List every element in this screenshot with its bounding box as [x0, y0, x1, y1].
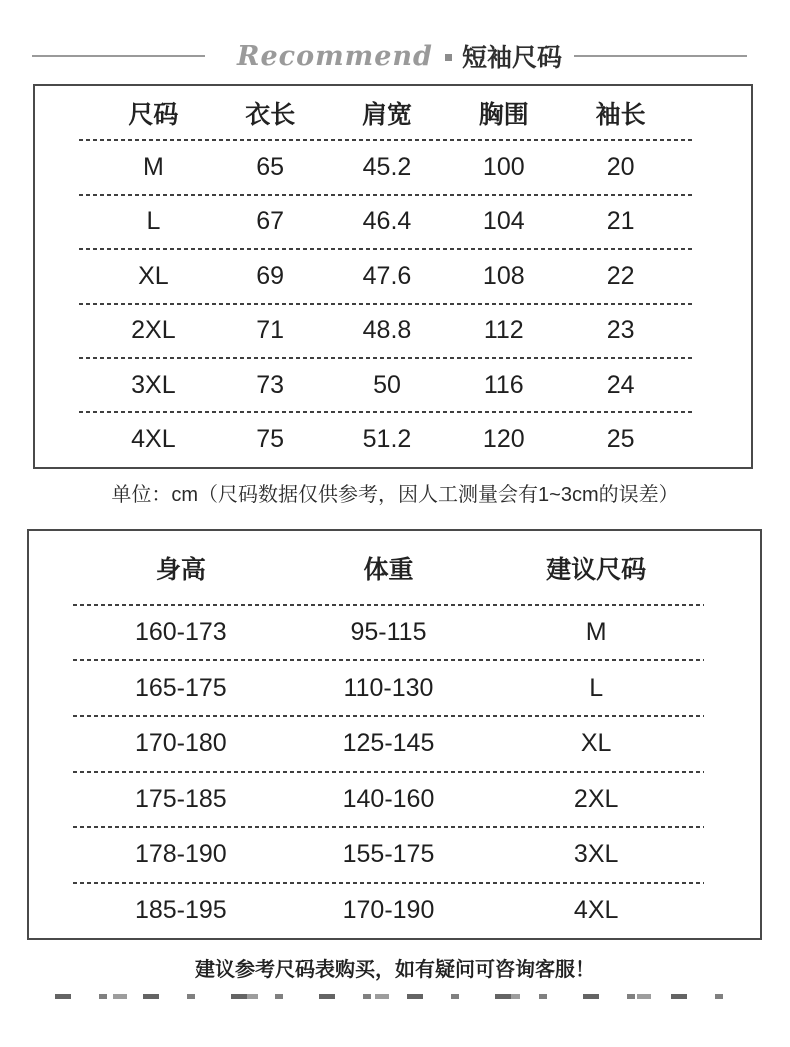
table-cell: 65	[256, 153, 285, 182]
table-cell: 104	[482, 207, 525, 236]
table-row	[35, 249, 751, 303]
table-cell: M	[142, 153, 164, 182]
table-cell: 140-160	[342, 784, 435, 813]
section-header	[0, 36, 790, 76]
table-cell: 95-115	[350, 618, 427, 647]
page-title: 短袖尺码	[461, 44, 562, 72]
table-cell: 170-190	[342, 896, 435, 924]
table-cell: 110-130	[343, 673, 434, 702]
table-cell: M	[585, 618, 607, 647]
table-cell: 4XL	[573, 896, 619, 924]
table-row	[35, 358, 751, 412]
table-cell: 51.2	[362, 425, 412, 454]
table-cell: 45.2	[362, 153, 412, 182]
recommend-table	[27, 529, 762, 941]
table-cell: 23	[606, 316, 635, 345]
table-row	[29, 660, 760, 716]
table-cell: 73	[256, 370, 285, 399]
table-cell: 4XL	[131, 425, 176, 454]
table-cell: 108	[482, 261, 525, 290]
table-row	[29, 716, 760, 772]
table-cell: 25	[606, 425, 635, 454]
table-cell: 165-175	[134, 673, 227, 702]
table-cell: 48.8	[362, 316, 412, 345]
column-header-height: 身高	[155, 555, 206, 584]
table-row	[35, 195, 751, 249]
column-header-chest: 胸围	[478, 101, 529, 130]
table-cell: 175-185	[134, 784, 227, 813]
table-cell: 160-173	[134, 618, 227, 647]
column-header-sleeve: 袖长	[595, 101, 646, 130]
header-rule-right	[574, 55, 747, 57]
table-cell: 170-180	[134, 729, 227, 758]
table-cell: 69	[256, 261, 285, 290]
table-cell: 67	[256, 207, 285, 236]
table-cell: 50	[373, 370, 401, 399]
table-row	[29, 883, 760, 939]
table-cell: 75	[256, 425, 285, 454]
table-cell: L	[589, 673, 604, 702]
table-cell: 112	[483, 316, 524, 345]
table-cell: 47.6	[362, 261, 412, 290]
header-rule-left	[32, 55, 205, 57]
table-cell: L	[146, 207, 161, 236]
column-header-suggested-size: 建议尺码	[546, 555, 647, 584]
table-row	[29, 605, 760, 661]
column-header-length: 衣长	[245, 101, 296, 130]
footer-note: 建议参考尺码表购买，如有疑问可咨询客服！	[195, 959, 595, 982]
table-cell: 20	[606, 153, 635, 182]
table-cell: 155-175	[342, 840, 435, 869]
clipped-text-strip	[55, 994, 755, 999]
table-cell: 71	[256, 316, 285, 345]
table-row	[29, 772, 760, 828]
table-cell: 3XL	[131, 370, 176, 399]
size-chart-page	[0, 36, 790, 1047]
table-cell: 46.4	[362, 207, 412, 236]
column-header-shoulder: 肩宽	[361, 101, 412, 130]
table-cell: 21	[606, 207, 635, 236]
table-cell: 22	[606, 261, 635, 290]
header-script-label: Recommend	[237, 40, 433, 72]
table-row	[35, 412, 751, 466]
table-cell: 116	[483, 370, 524, 399]
table-cell: 125-145	[342, 729, 435, 758]
column-header-weight: 体重	[363, 555, 414, 584]
table-row	[35, 140, 751, 194]
square-bullet-icon	[445, 54, 452, 61]
table-cell: 120	[482, 425, 525, 454]
size-table-header-row	[35, 86, 751, 140]
table-cell: XL	[580, 729, 612, 758]
table-cell: 24	[606, 370, 635, 399]
table-row	[35, 304, 751, 358]
table-cell: 2XL	[573, 784, 619, 813]
unit-note: 单位：cm（尺码数据仅供参考，因人工测量会有1~3cm的误差）	[111, 483, 679, 506]
table-cell: 3XL	[573, 840, 619, 869]
table-cell: XL	[138, 261, 169, 290]
size-table	[33, 84, 753, 469]
table-row	[29, 827, 760, 883]
table-cell: 185-195	[134, 896, 227, 924]
table-cell: 2XL	[131, 316, 176, 345]
table-cell: 100	[482, 153, 525, 182]
recommend-table-header-row	[29, 531, 760, 605]
table-cell: 178-190	[134, 840, 227, 869]
column-header-size: 尺码	[128, 101, 179, 130]
